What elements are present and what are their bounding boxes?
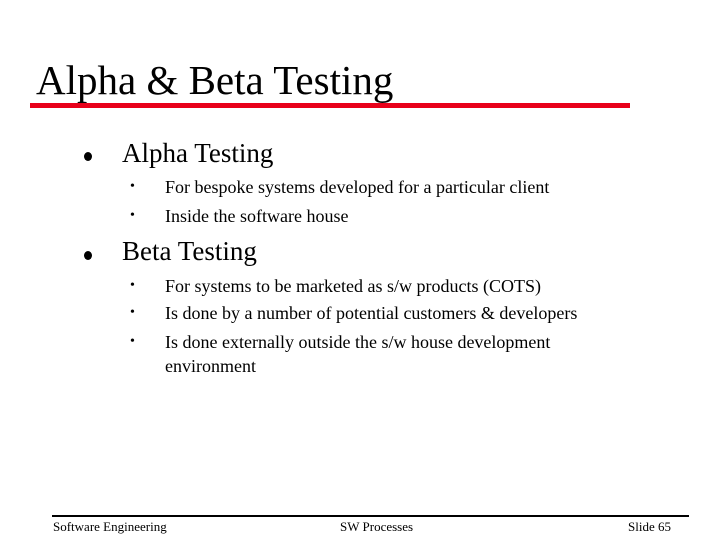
section-heading-beta: Beta Testing — [122, 236, 257, 266]
sub-bullet-icon: • — [130, 305, 135, 320]
section-heading-alpha: Alpha Testing — [122, 138, 274, 168]
bullet-icon — [84, 152, 92, 161]
sub-bullet-icon: • — [130, 334, 135, 349]
list-item: For bespoke systems developed for a particular client — [165, 177, 550, 197]
footer-course: Software Engineering — [53, 519, 167, 534]
slide-title: Alpha & Beta Testing — [36, 57, 394, 103]
list-item: For systems to be marketed as s/w products (COTS) — [165, 276, 541, 296]
bullet-icon — [84, 251, 92, 260]
sub-bullet-icon: • — [130, 278, 135, 293]
list-item: Is done by a number of potential customers & developers — [165, 303, 578, 323]
list-item: Is done externally outside the s/w house development — [165, 332, 551, 352]
list-item-continuation: environment — [165, 356, 256, 376]
sub-bullet-icon: • — [130, 179, 135, 194]
footer-divider — [52, 515, 689, 517]
sub-bullet-icon: • — [130, 208, 135, 223]
footer-topic: SW Processes — [340, 519, 414, 534]
list-item: Inside the software house — [165, 206, 349, 226]
title-underline — [30, 103, 630, 108]
slide-number: Slide 65 — [628, 519, 671, 534]
